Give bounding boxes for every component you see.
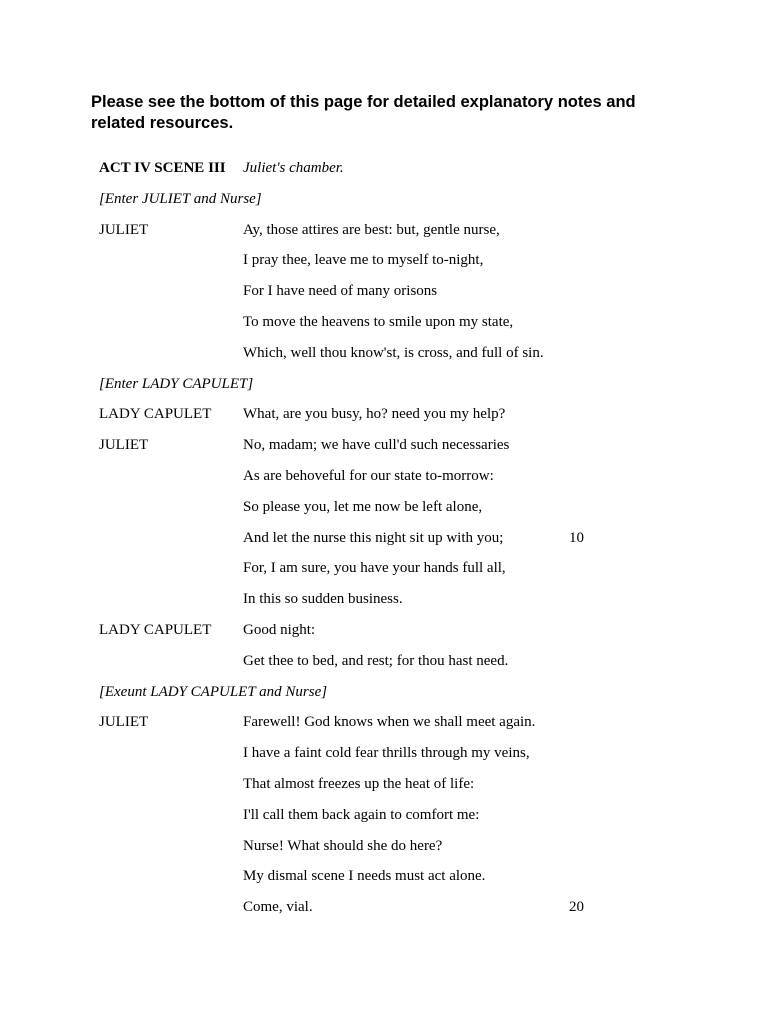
dialogue-line [99, 280, 659, 311]
line-text: As are behoveful for our state to-morrow: [243, 467, 494, 484]
line-text: What, are you busy, ho? need you my help? [243, 406, 506, 423]
stage-direction-text: [Enter LADY CAPULET] [99, 375, 254, 392]
dialogue-line [99, 711, 659, 742]
speaker-name: JULIET [99, 437, 149, 454]
line-text: Ay, those attires are best: but, gentle nurse, [243, 221, 500, 238]
stage-direction-text: [Enter JULIET and Nurse] [99, 190, 262, 207]
line-text: Good night: [243, 621, 316, 638]
speaker-name: LADY CAPULET [99, 621, 212, 638]
dialogue-line [99, 342, 659, 373]
dialogue-line [99, 619, 659, 650]
scene-location: Juliet's chamber. [243, 160, 344, 176]
stage-direction [99, 681, 659, 712]
line-number: 20 [569, 899, 584, 916]
dialogue-line [99, 249, 659, 280]
line-text: My dismal scene I needs must act alone. [243, 868, 486, 885]
dialogue-line [99, 434, 659, 465]
play-script [99, 157, 659, 927]
line-number: 10 [569, 529, 584, 546]
stage-direction [99, 373, 659, 404]
line-text: I'll call them back again to comfort me: [243, 806, 480, 823]
dialogue-line [99, 557, 659, 588]
line-text: Get thee to bed, and rest; for thou hast need. [243, 652, 509, 669]
speaker-name: JULIET [99, 714, 149, 731]
dialogue-line [99, 465, 659, 496]
dialogue-line [99, 896, 659, 927]
line-text: No, madam; we have cull'd such necessaries [243, 437, 510, 454]
line-text: For I have need of many orisons [243, 283, 438, 300]
dialogue-line [99, 311, 659, 342]
line-text: And let the nurse this night sit up with you; [243, 529, 504, 546]
line-text: For, I am sure, you have your hands full all, [243, 560, 506, 577]
act-scene-label: ACT IV SCENE III [99, 160, 226, 176]
dialogue-line [99, 742, 659, 773]
dialogue-line [99, 403, 659, 434]
line-text: Farewell! God knows when we shall meet again. [243, 714, 536, 731]
line-text: In this so sudden business. [243, 591, 403, 608]
speaker-name: LADY CAPULET [99, 406, 212, 423]
dialogue-line [99, 804, 659, 835]
dialogue-line [99, 650, 659, 681]
stage-direction-text: [Exeunt LADY CAPULET and Nurse] [99, 683, 328, 700]
dialogue-line [99, 588, 659, 619]
scene-heading [99, 157, 659, 188]
line-text: Which, well thou know'st, is cross, and full of sin. [243, 344, 544, 361]
line-text: To move the heavens to smile upon my state, [243, 313, 514, 330]
dialogue-line [99, 527, 659, 558]
explanatory-notes-notice: Please see the bottom of this page for detailed explanatory notes and related resources. [91, 93, 636, 132]
dialogue-line [99, 496, 659, 527]
line-text: I have a faint cold fear thrills through my veins, [243, 745, 530, 762]
line-text: That almost freezes up the heat of life: [243, 775, 475, 792]
stage-direction [99, 188, 659, 219]
line-text: So please you, let me now be left alone, [243, 498, 483, 515]
line-text: Come, vial. [243, 899, 313, 916]
dialogue-line [99, 835, 659, 866]
dialogue-line [99, 219, 659, 250]
line-text: I pray thee, leave me to myself to-night, [243, 252, 484, 269]
dialogue-line [99, 865, 659, 896]
speaker-name: JULIET [99, 221, 149, 238]
line-text: Nurse! What should she do here? [243, 837, 443, 854]
dialogue-line [99, 773, 659, 804]
